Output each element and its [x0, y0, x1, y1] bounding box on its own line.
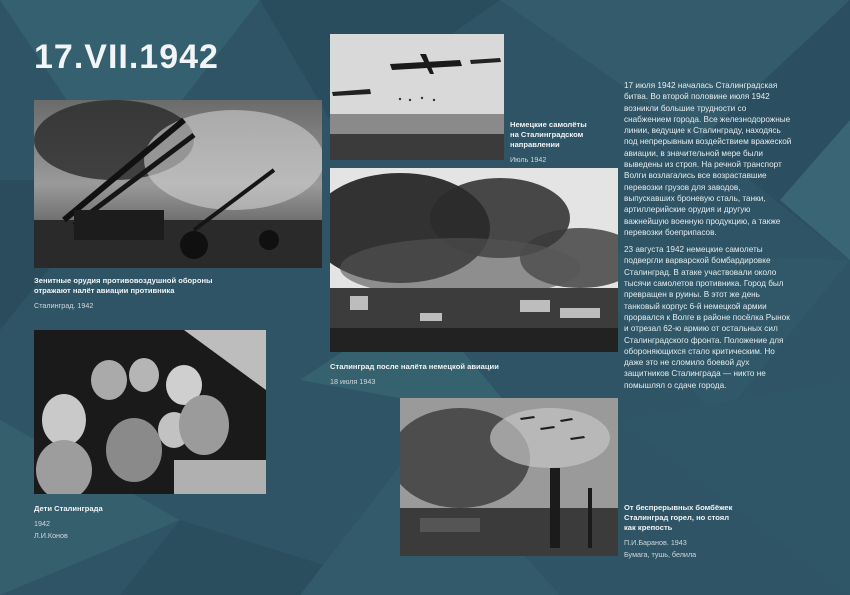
painting-caption-title: От беспрерывных бомбёжек Сталинград горел, но стоял как крепость	[624, 503, 733, 532]
aa-guns-photo	[34, 100, 322, 268]
painting-caption-medium: Бумага, тушь, белила	[624, 550, 697, 559]
children-caption-year: 1942	[34, 519, 50, 528]
aa-guns-caption-sub: Сталинград. 1942	[34, 301, 94, 310]
article-paragraph-2: 23 августа 1942 немецкие самолеты подвергли варварской бомбардировке Сталинград. В атаке участвовали около тысячи самолетов противника. Город был превращен в руины. В этот же день танковый корпус 6-й немецкой армии прорвался к Волге в районе посёлка Рынок и отрезал 62-ю армию от остальных сил Сталинградского фронта. Положение для обороняющихся стало критическим. Но даже это не сломило боевой дух защитников Сталинграда — никто не помышлял о сдаче города.	[624, 245, 790, 390]
city-smoke-caption-title: Сталинград после налёта немецкой авиации	[330, 362, 499, 371]
children-photo	[34, 330, 266, 494]
aa-guns-caption-title: Зенитные орудия противовоздушной обороны отражают налёт авиации противника	[34, 276, 213, 295]
city-smoke-caption	[330, 362, 620, 387]
city-smoke-caption-sub: 18 июля 1943	[330, 377, 376, 386]
painting-caption	[624, 503, 794, 560]
article-paragraph-1: 17 июля 1942 началась Сталинградская битва. Во второй половине июля 1942 возникли большие трудности со снабжением города. Все железнодорожные линии, ведущие к Сталинграду, находясь под непрерывным воздействием вражеской авиации, в значительной мере были выведены из строя. На речной транспорт Волги возлагались все возраставшие перевозки грузов для заводов, выпускавших броневую сталь, танки, артиллерийские орудия и другую важнейшую военную продукцию, а также перевозки боеприпасов.	[624, 81, 792, 237]
article-text	[624, 80, 792, 397]
page-title: 17.VII.1942	[34, 38, 219, 76]
children-caption-title: Дети Сталинграда	[34, 504, 103, 513]
children-caption	[34, 504, 266, 541]
planes-caption-sub: Июль 1942	[510, 155, 547, 164]
planes-caption-title: Немецкие самолёты на Сталинградском направлении	[510, 120, 587, 149]
planes-caption	[510, 120, 620, 165]
city-smoke-photo	[330, 168, 618, 352]
aa-guns-caption	[34, 276, 324, 311]
planes-photo	[330, 34, 504, 160]
painting-image	[400, 398, 618, 556]
painting-caption-author: П.И.Баранов. 1943	[624, 538, 687, 547]
children-caption-author: Л.И.Конов	[34, 531, 68, 540]
